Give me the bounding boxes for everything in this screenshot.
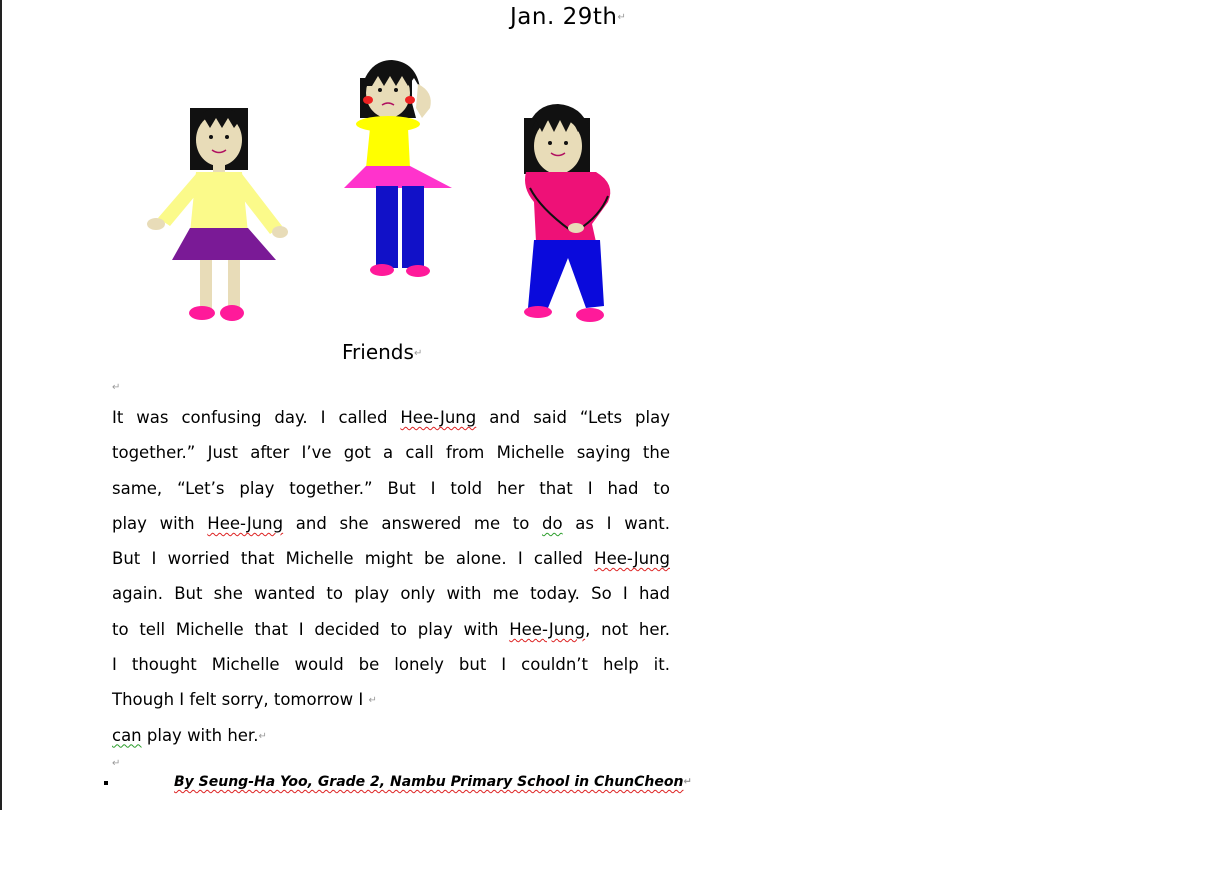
story-text: Though I felt sorry, tomorrow I xyxy=(112,690,369,710)
empty-paragraph-mark: ↵ xyxy=(112,758,121,769)
story-line xyxy=(112,471,670,506)
story-line xyxy=(112,435,670,470)
heading-text: Friends xyxy=(342,340,414,364)
spellcheck-word: Hee-Jung xyxy=(509,619,586,639)
empty-paragraph-mark: ↵ xyxy=(112,382,121,393)
paragraph-mark: ↵ xyxy=(258,730,267,742)
story-line xyxy=(112,576,670,611)
girl-left-figure xyxy=(147,108,288,321)
document-title xyxy=(510,4,626,30)
spellcheck-word: Hee-Jung xyxy=(400,408,477,427)
spellcheck-word: Hee-Jung xyxy=(207,513,284,533)
story-text: and she answered me to xyxy=(283,513,543,533)
story-body xyxy=(112,400,670,753)
story-text: play with xyxy=(112,513,208,533)
story-text: and said “Lets play xyxy=(476,408,670,427)
title-text: Jan. 29th xyxy=(510,4,618,30)
story-text: together.” Just after I’ve got a call from Michelle saying the xyxy=(112,443,670,463)
bullet-marker xyxy=(104,781,108,785)
story-text: But I worried that Michelle might be alone. I called xyxy=(112,549,595,569)
story-line xyxy=(112,647,670,682)
story-text: same, “Let’s play together.” But I told her that I had to xyxy=(112,478,670,498)
paragraph-mark: ↵ xyxy=(368,695,377,707)
story-text: I thought Michelle would be lonely but I couldn’t help it. xyxy=(112,655,670,675)
girl-right-figure xyxy=(524,104,610,322)
grammar-word: do xyxy=(542,513,563,533)
story-text: again. But she wanted to play only with me today. So I had xyxy=(112,584,670,604)
page-left-border xyxy=(0,0,2,810)
story-text: It was confusing day. I called xyxy=(112,408,401,427)
story-text: , not her. xyxy=(585,619,670,639)
story-line xyxy=(112,541,670,576)
story-line xyxy=(112,718,670,753)
paragraph-mark: ↵ xyxy=(413,348,423,359)
spellcheck-word: Hee-Jung xyxy=(594,549,670,569)
story-line xyxy=(112,612,670,647)
byline-text: By Seung-Ha Yoo, Grade 2, Nambu Primary School in ChunCheon xyxy=(174,774,684,790)
story-heading xyxy=(342,340,422,364)
grammar-word: can xyxy=(112,725,142,745)
story-text: as I want. xyxy=(562,513,670,533)
paragraph-mark: ↵ xyxy=(683,776,692,788)
girl-middle-figure xyxy=(344,60,452,277)
story-text: play with her. xyxy=(141,725,259,745)
story-line xyxy=(112,682,670,717)
paragraph-mark: ↵ xyxy=(617,12,627,23)
story-line xyxy=(112,400,670,435)
friends-illustration xyxy=(130,48,630,333)
story-line xyxy=(112,506,670,541)
story-text: to tell Michelle that I decided to play with xyxy=(112,619,510,639)
byline xyxy=(174,774,692,790)
